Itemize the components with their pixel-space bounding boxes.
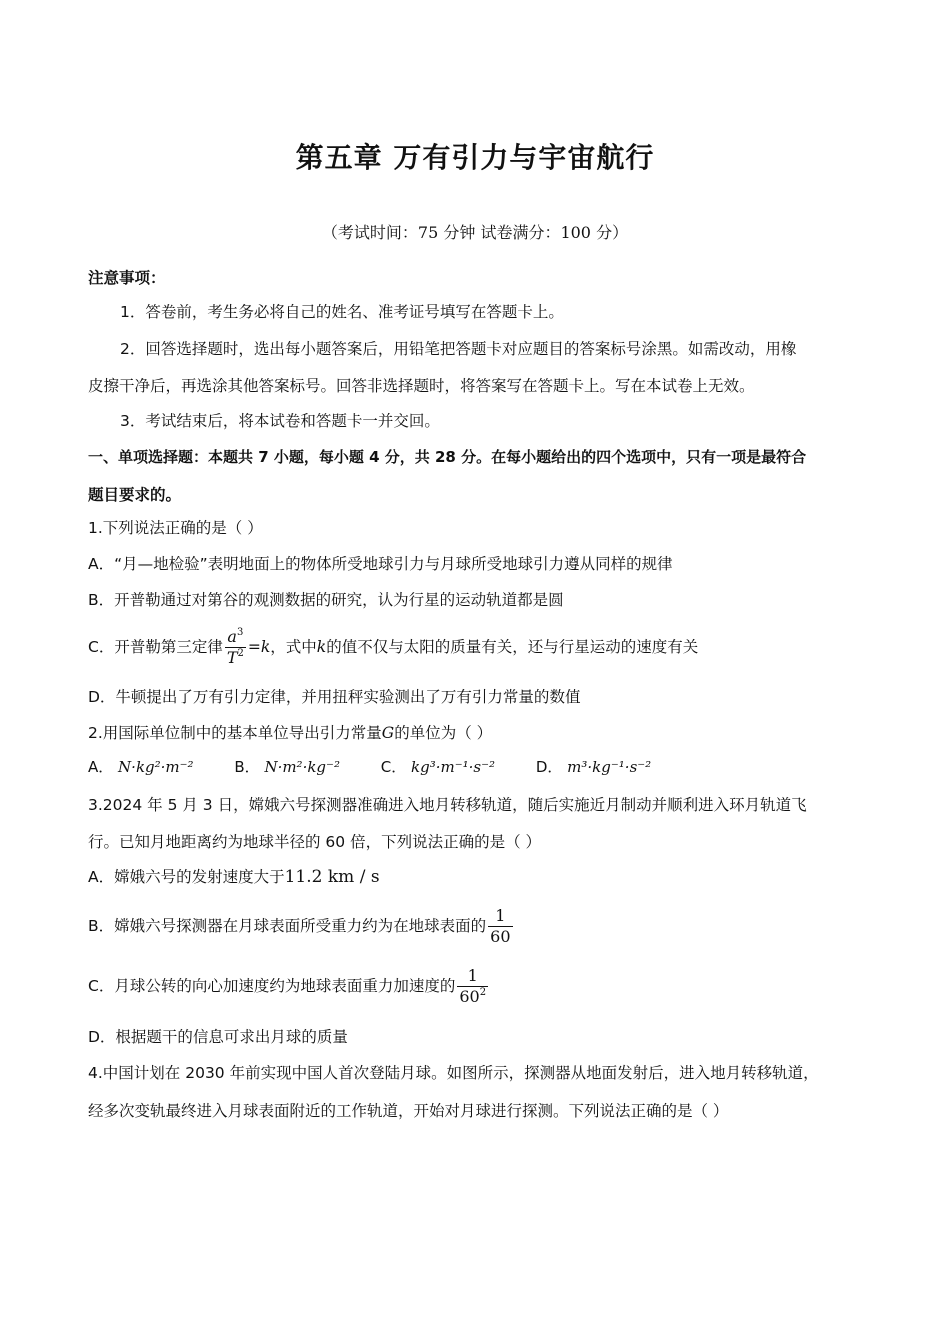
notice-item: 皮擦干净后，再选涂其他答案标号。回答非选择题时，将答案写在答题卡上。写在本试卷上无效。: [88, 377, 755, 395]
fraction-numerator: 1: [467, 966, 478, 985]
fraction-denominator: 60: [459, 987, 480, 1006]
question-stem: 经多次变轨最终进入月球表面附近的工作轨道，开始对月球进行探测。下列说法正确的是（ ）: [88, 1102, 729, 1120]
notice-heading: 注意事项：: [88, 269, 166, 287]
option-a-text: A．嫦娥六号的发射速度大于: [88, 868, 285, 886]
option-label: B．: [234, 758, 260, 776]
stem-text: 的单位为（ ）: [394, 724, 493, 742]
equation-k: =k: [247, 638, 271, 656]
variable-g: G: [381, 724, 395, 742]
speed-value: 11.2 km / s: [284, 867, 380, 887]
option-c: [88, 963, 490, 1009]
unit-expression: m³·kg⁻¹·s⁻²: [567, 758, 652, 776]
section-heading: 题目要求的。: [88, 486, 182, 504]
option-d: [536, 757, 651, 777]
variable-k: k: [316, 638, 327, 656]
question-stem: 3.2024 年 5 月 3 日，嫦娥六号探测器准确进入地月转移轨道，随后实施近月制动并顺利进入环月轨道飞: [88, 796, 807, 814]
option-a: [88, 867, 380, 887]
notice-item: 2．回答选择题时，选出每小题答案后，用铅笔把答题卡对应题目的答案标号涂黑。如需改动，用橡: [120, 340, 797, 358]
option-c: [381, 757, 495, 777]
option-b: [88, 903, 515, 949]
option-label: D．: [535, 758, 563, 776]
question-stem: 行。已知月地距离约为地球半径的 60 倍，下列说法正确的是（ ）: [88, 833, 542, 851]
option-c: [88, 624, 698, 670]
option-b-text: B．嫦娥六号探测器在月球表面所受重力约为在地球表面的: [88, 917, 487, 935]
fraction-numerator: a: [227, 627, 237, 646]
notice-item: 1．答卷前，考生务必将自己的姓名、准考证号填写在答题卡上。: [120, 303, 564, 321]
option-c-text: 的值不仅与太阳的质量有关，还与行星运动的速度有关: [326, 638, 699, 656]
options-row: [88, 757, 687, 777]
exam-info: （考试时间：75 分钟 试卷满分：100 分）: [321, 223, 629, 242]
option-c-text: ，式中: [270, 638, 317, 656]
stem-text: 2.用国际单位制中的基本单位导出引力常量: [88, 724, 382, 742]
option-c-text: C．月球公转的向心加速度约为地球表面重力加速度的: [88, 977, 456, 995]
page-title: 第五章 万有引力与宇宙航行: [295, 141, 655, 174]
question-stem: 4.中国计划在 2030 年前实现中国人首次登陆月球。如图所示，探测器从地面发射后，进入地月转移轨道，: [88, 1064, 819, 1082]
fraction-1-60-squared: $\frac{1}{60^2}$: [459, 966, 487, 1006]
option-d: D．牛顿提出了万有引力定律，并用扭秤实验测出了万有引力常量的数值: [88, 688, 581, 706]
unit-expression: kg³·m⁻¹·s⁻²: [411, 758, 496, 776]
fraction-1-60: [488, 906, 512, 947]
option-d: D．根据题干的信息可求出月球的质量: [88, 1028, 348, 1046]
fraction-numerator: 1: [495, 906, 506, 925]
unit-expression: N·m²·kg⁻²: [264, 758, 340, 776]
unit-expression: N·kg²·m⁻²: [118, 758, 194, 776]
option-a: A．“月—地检验”表明地面上的物体所受地球引力与月球所受地球引力遵从同样的规律: [88, 555, 673, 573]
question-stem: [88, 723, 492, 743]
kepler-fraction: $\frac{a^3}{T^2}$: [226, 627, 244, 667]
option-b: [234, 757, 340, 777]
option-label: A．: [88, 758, 114, 776]
option-label: C．: [380, 758, 407, 776]
fraction-denominator: T: [226, 648, 238, 667]
option-a: [88, 757, 194, 777]
option-b: B．开普勒通过对第谷的观测数据的研究，认为行星的运动轨道都是圆: [88, 591, 564, 609]
option-c-text: C．开普勒第三定律: [88, 638, 223, 656]
notice-item: 3．考试结束后，将本试卷和答题卡一并交回。: [120, 412, 440, 430]
section-heading: 一、单项选择题：本题共 7 小题，每小题 4 分，共 28 分。在每小题给出的四个选项中，只有一项是最符合: [88, 448, 807, 466]
fraction-denominator: 60: [490, 927, 511, 946]
question-stem: 1.下列说法正确的是（ ）: [88, 519, 263, 537]
